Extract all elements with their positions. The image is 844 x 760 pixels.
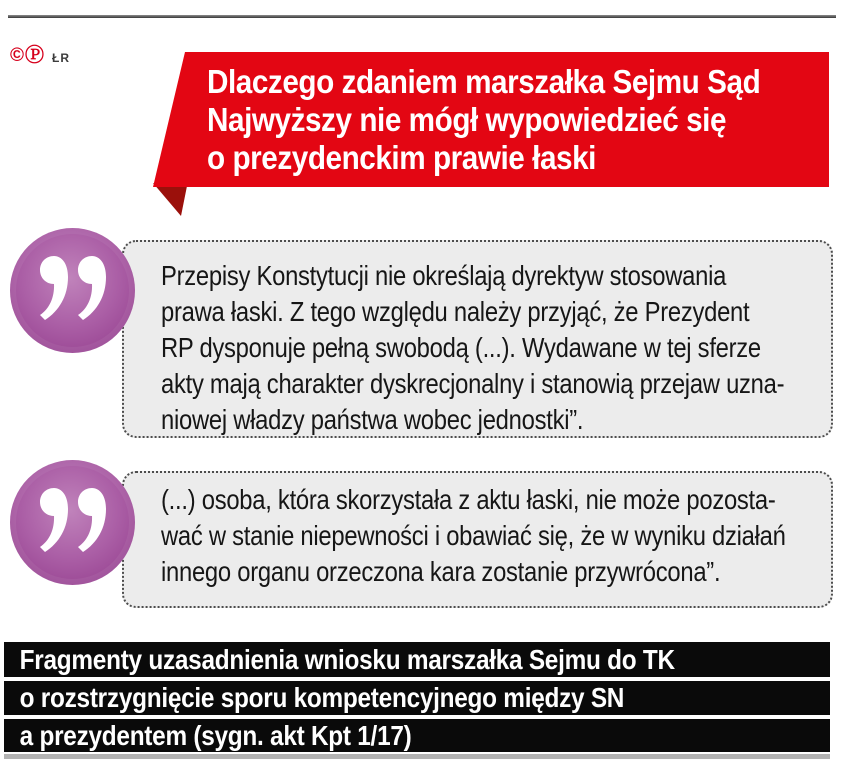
banner-fold-triangle xyxy=(153,183,187,216)
closing-quote-icon xyxy=(10,228,135,353)
quote-line: prawa łaski. Z tego względu należy przyjąć, że Prezydent xyxy=(161,296,750,327)
quote-marks-glyph xyxy=(38,256,108,320)
caption-text: o rozstrzygnięcie sporu kompetencyjnego między SN xyxy=(19,682,625,713)
quote-box-1 xyxy=(122,240,833,438)
banner-title xyxy=(207,63,822,177)
quote-2-text xyxy=(161,482,844,590)
caption-bar-2 xyxy=(4,681,830,715)
caption-text: a prezydentem (sygn. akt Kpt 1/17) xyxy=(19,719,412,751)
credit-initials: ŁR xyxy=(52,50,70,65)
caption-bar-3 xyxy=(4,719,830,752)
quote-1-text xyxy=(161,258,844,438)
quote-line: akty mają charakter dyskrecjonalny i stanowią przejaw uzna- xyxy=(161,368,785,399)
quote-line: wać w stanie niepewności i obawiać się, że w wyniku działań xyxy=(161,520,786,551)
caption-bar-1 xyxy=(4,642,830,677)
copyright-marks: ©Ⓟ xyxy=(10,45,45,66)
banner-title-line: o prezydenckim prawie łaski xyxy=(207,139,596,176)
quote-line: Przepisy Konstytucji nie określają dyrektyw stosowania xyxy=(161,260,727,291)
quote-marks-glyph xyxy=(38,488,108,552)
quote-line: RP dysponuje pełną swobodą (...). Wydawane w tej sferze xyxy=(161,332,761,363)
caption-text: Fragmenty uzasadnienia wniosku marszałka Sejmu do TK xyxy=(19,643,675,675)
banner-title-line: Najwyższy nie mógł wypowiedzieć się xyxy=(207,101,727,138)
closing-quote-icon xyxy=(10,460,135,585)
banner-title-line: Dlaczego zdaniem marszałka Sejmu Sąd xyxy=(207,63,761,100)
quote-box-2 xyxy=(122,471,833,608)
quote-line: niowej władzy państwa wobec jednostki”. xyxy=(161,404,584,435)
bottom-shadow-strip xyxy=(4,754,830,759)
quote-line: (...) osoba, która skorzystała z aktu łaski, nie może pozosta- xyxy=(161,484,776,515)
quote-line: innego organu orzeczona kara zostanie przywrócona”. xyxy=(161,556,721,587)
